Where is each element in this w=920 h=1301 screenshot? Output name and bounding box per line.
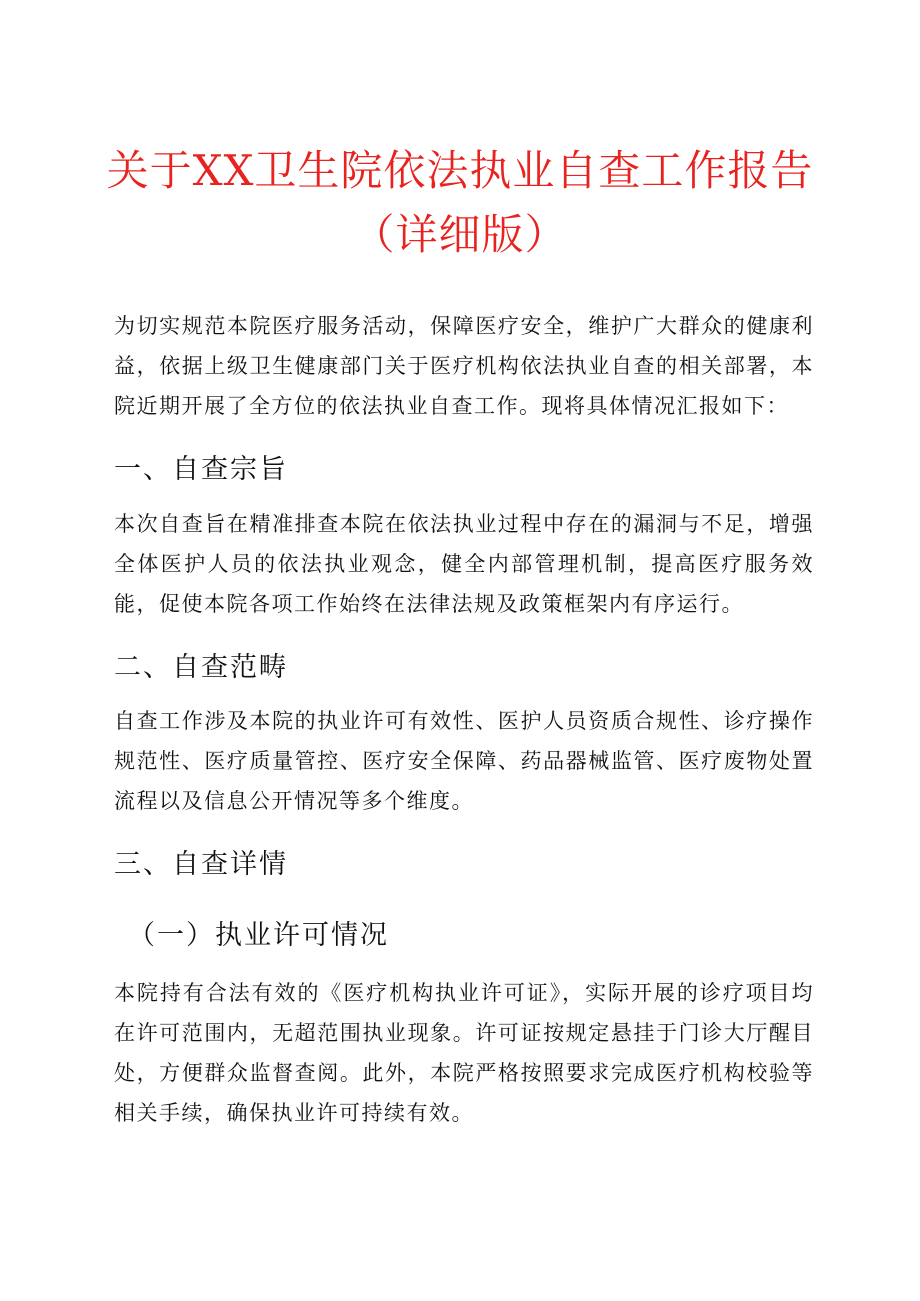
section-heading-purpose: 一、自查宗旨 bbox=[114, 454, 288, 485]
document-title: 关于XX卫生院依法执业自查工作报告 bbox=[106, 146, 814, 195]
document-subtitle: （详细版） bbox=[352, 210, 568, 259]
subsection-body-license: 本院持有合法有效的《医疗机构执业许可证》，实际开展的诊疗项目均在许可范围内，无超范围执业现象。许可证按规定悬挂于门诊大厅醒目处，方便群众监督查阅。此外，本院严格按照要求完成医疗机构校验等相关手续，确保执业许可持续有效。 bbox=[114, 981, 814, 1125]
intro-paragraph: 为切实规范本院医疗服务活动，保障医疗安全，维护广大群众的健康利益，依据上级卫生健康部门关于医疗机构依法执业自查的相关部署，本院近期开展了全方位的依法执业自查工作。现将具体情况汇报如下： bbox=[114, 314, 814, 418]
section-body-scope: 自查工作涉及本院的执业许可有效性、医护人员资质合规性、诊疗操作规范性、医疗质量管控、医疗安全保障、药品器械监管、医疗废物处置流程以及信息公开情况等多个维度。 bbox=[114, 709, 814, 813]
section-heading-scope: 二、自查范畴 bbox=[114, 652, 288, 683]
section-body-purpose: 本次自查旨在精准排查本院在依法执业过程中存在的漏洞与不足，增强全体医护人员的依法执业观念，健全内部管理机制，提高医疗服务效能，促使本院各项工作始终在法律法规及政策框架内有序运行。 bbox=[114, 512, 814, 616]
section-heading-details: 三、自查详情 bbox=[114, 849, 288, 880]
subsection-heading-license: （一）执业许可情况 bbox=[128, 920, 389, 951]
